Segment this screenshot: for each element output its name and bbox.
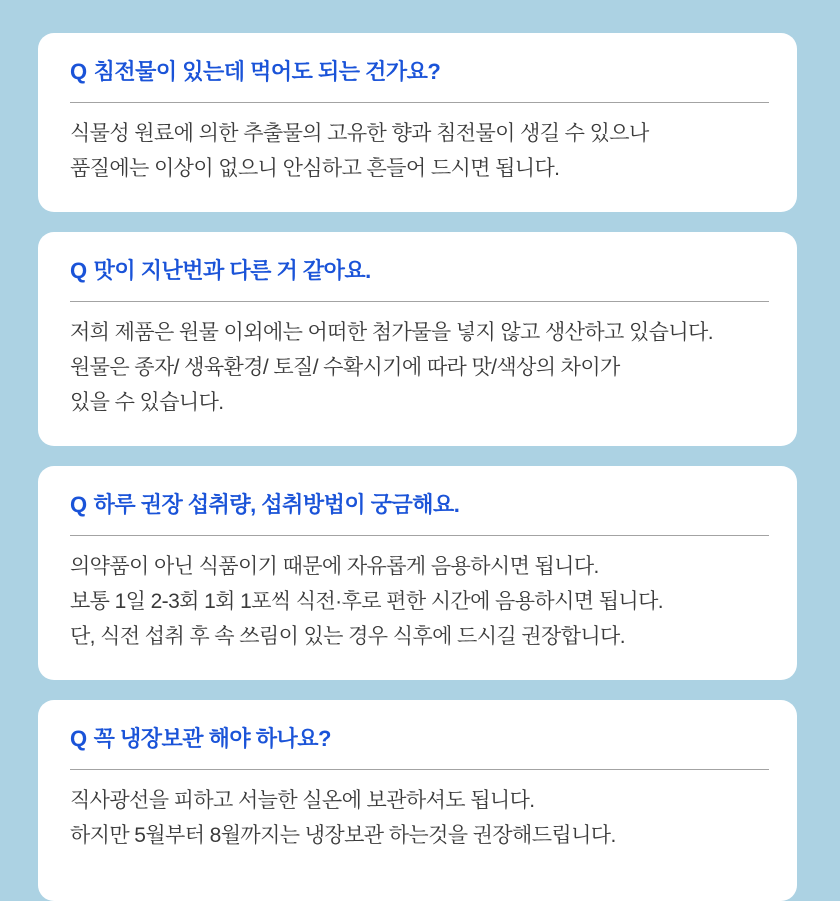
- q-marker: Q: [70, 726, 87, 751]
- faq-question-text: 꼭 냉장보관 해야 하나요?: [93, 726, 331, 751]
- question-divider: [70, 769, 769, 770]
- answer-line: 직사광선을 피하고 서늘한 실온에 보관하셔도 됩니다.: [70, 789, 535, 812]
- question-divider: [70, 102, 769, 103]
- faq-question-text: 하루 권장 섭취량, 섭취방법이 궁금해요.: [93, 492, 460, 517]
- answer-line: 하지만 5월부터 8월까지는 냉장보관 하는것을 권장해드립니다.: [70, 824, 616, 847]
- answer-line: 보통 1일 2-3회 1회 1포씩 식전·후로 편한 시간에 음용하시면 됩니다.: [70, 590, 663, 613]
- q-marker: Q: [70, 492, 87, 517]
- faq-question: [70, 56, 769, 86]
- faq-card-taste: [38, 232, 797, 446]
- q-marker: Q: [70, 258, 87, 283]
- q-marker: Q: [70, 59, 87, 84]
- faq-question: [70, 723, 769, 753]
- faq-card-sediment: [38, 33, 797, 212]
- faq-card-dosage: [38, 466, 797, 680]
- answer-line: 품질에는 이상이 없으니 안심하고 흔들어 드시면 됩니다.: [70, 157, 560, 180]
- faq-answer: [70, 783, 769, 853]
- answer-line: 저희 제품은 원물 이외에는 어떠한 첨가물을 넣지 않고 생산하고 있습니다.: [70, 321, 713, 344]
- faq-answer: [70, 549, 769, 654]
- question-divider: [70, 301, 769, 302]
- faq-question: [70, 255, 769, 285]
- faq-answer: [70, 315, 769, 420]
- answer-line: 의약품이 아닌 식품이기 때문에 자유롭게 음용하시면 됩니다.: [70, 555, 599, 578]
- faq-answer: [70, 116, 769, 186]
- answer-line: 식물성 원료에 의한 추출물의 고유한 향과 침전물이 생길 수 있으나: [70, 122, 649, 145]
- question-divider: [70, 535, 769, 536]
- faq-question-text: 맛이 지난번과 다른 거 같아요.: [93, 258, 371, 283]
- faq-question-text: 침전물이 있는데 먹어도 되는 건가요?: [93, 59, 441, 84]
- faq-question: [70, 489, 769, 519]
- faq-card-storage: [38, 700, 797, 901]
- answer-line: 단, 식전 섭취 후 속 쓰림이 있는 경우 식후에 드시길 권장합니다.: [70, 625, 625, 648]
- answer-line: 원물은 종자/ 생육환경/ 토질/ 수확시기에 따라 맛/색상의 차이가: [70, 356, 620, 379]
- answer-line: 있을 수 있습니다.: [70, 391, 224, 414]
